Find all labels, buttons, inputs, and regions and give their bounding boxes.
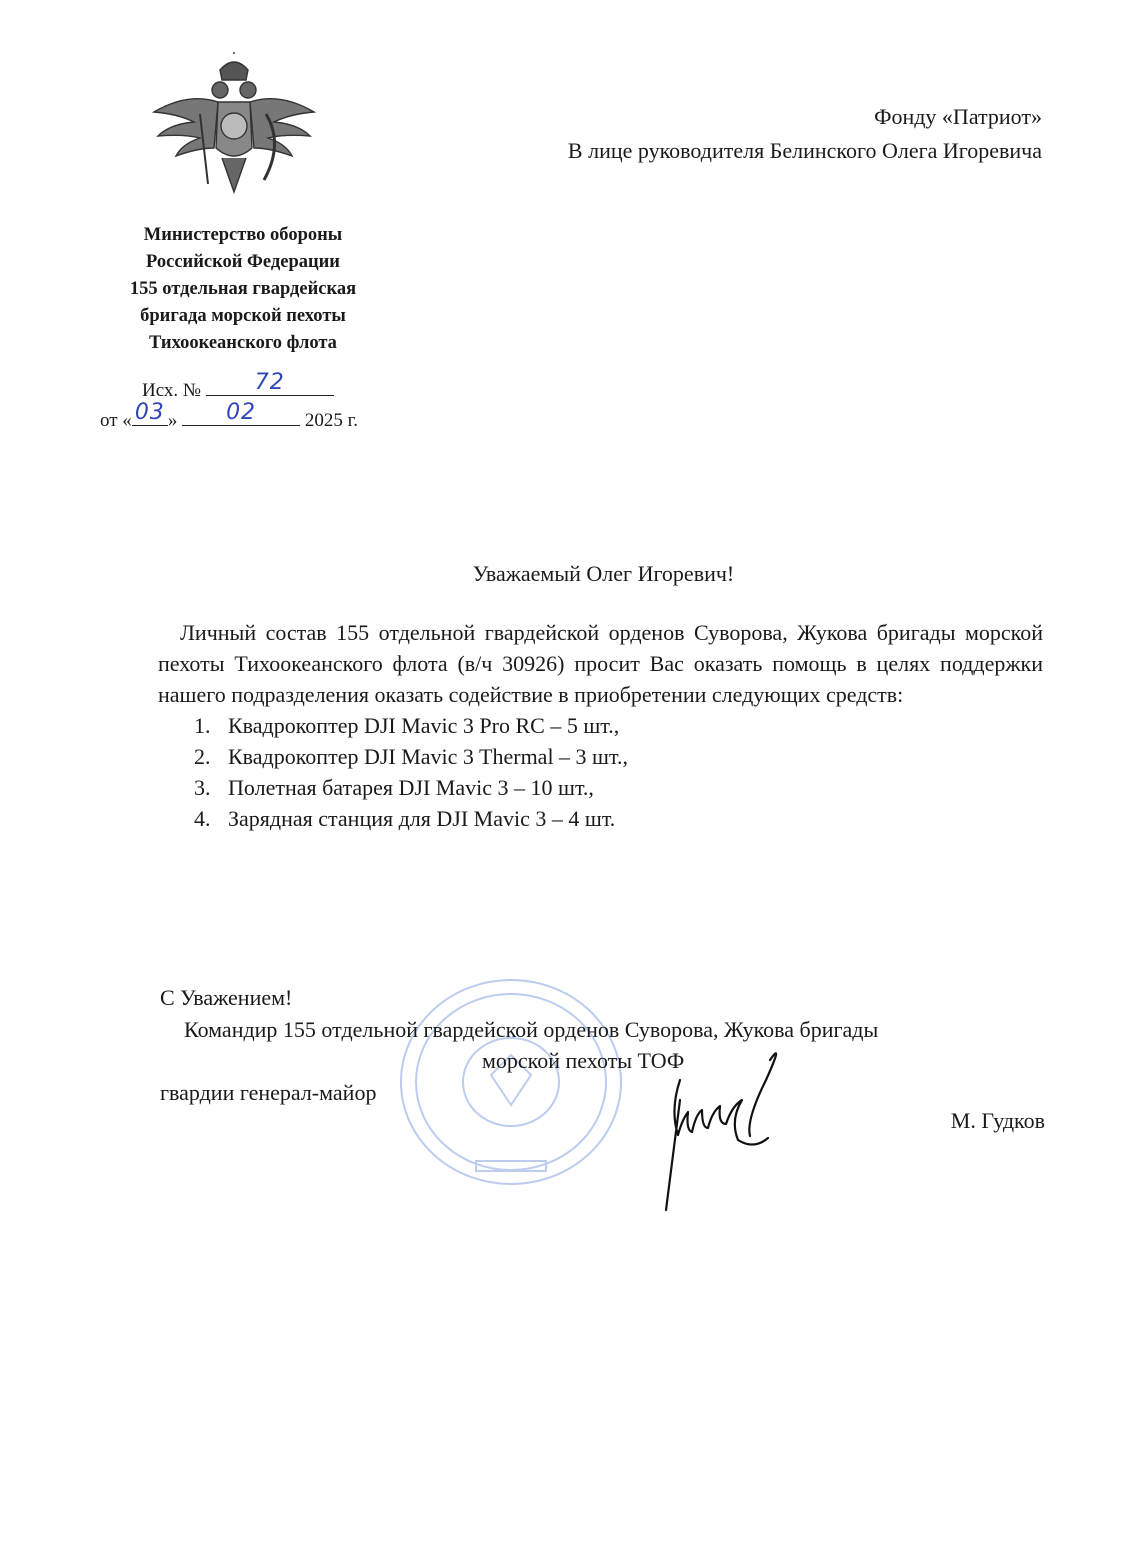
list-item-text: Квадрокоптер DJI Mavic 3 Thermal – 3 шт., xyxy=(228,744,628,769)
official-stamp-icon xyxy=(396,975,626,1190)
date-month-value: 02 xyxy=(226,400,257,425)
sender-line: Министерство обороны xyxy=(143,225,343,245)
sender-line: Тихоокеанского флота xyxy=(149,333,337,353)
commander-title xyxy=(160,1014,1045,1076)
list-item-text: Зарядная станция для DJI Mavic 3 – 4 шт. xyxy=(228,806,616,831)
sender-line: 155 отдельная гвардейская xyxy=(129,279,357,299)
closing-regards: С Уважением! xyxy=(160,985,293,1010)
sender-organization xyxy=(88,222,398,357)
commander-rank: гвардии генерал-майор xyxy=(160,1080,377,1105)
commander-title-line-2: морской пехоты ТОФ xyxy=(482,1048,685,1073)
request-paragraph: Личный состав 155 отдельной гвардейской орденов Суворова, Жукова бригады морской пехоты Тихоокеанского флота (в/ч 30926) просит Вас оказать помощь в целях поддержки нашего подразделения оказать содействие в приобретении следующих средств: xyxy=(158,620,1043,707)
list-item-number: 4. xyxy=(194,806,211,831)
date-prefix: от « xyxy=(100,410,132,431)
date-day-field xyxy=(132,400,168,426)
list-item-text: Полетная батарея DJI Mavic 3 – 10 шт., xyxy=(228,775,594,800)
letter-body xyxy=(158,617,1043,834)
date-year: 2025 г. xyxy=(304,410,358,431)
outgoing-number-label: Исх. № xyxy=(142,380,202,401)
list-item xyxy=(158,772,1043,803)
list-item xyxy=(158,710,1043,741)
date-day-value: 03 xyxy=(134,400,165,425)
outgoing-number-field xyxy=(206,370,334,396)
outgoing-number-value: 72 xyxy=(254,370,285,395)
list-item-number: 1. xyxy=(194,713,211,738)
signer-name: М. Гудков xyxy=(950,1108,1045,1133)
handwritten-signature-icon xyxy=(650,1040,790,1215)
outgoing-date-row xyxy=(100,400,358,433)
salutation: Уважаемый Олег Игоревич! xyxy=(472,561,735,586)
addressee-line-1: Фонду «Патриот» xyxy=(874,104,1042,129)
list-item xyxy=(158,741,1043,772)
commander-title-line-1: Командир 155 отдельной гвардейской орденов Суворова, Жукова бригады xyxy=(184,1017,879,1042)
date-mid: » xyxy=(167,410,178,431)
outgoing-number-row xyxy=(100,370,358,403)
items-list xyxy=(158,710,1043,834)
sender-line: бригада морской пехоты xyxy=(140,306,346,326)
addressee-block xyxy=(568,100,1042,168)
outgoing-reference xyxy=(100,370,358,433)
list-item xyxy=(158,803,1043,834)
sender-line: Российской Федерации xyxy=(146,252,340,272)
list-item-number: 2. xyxy=(194,744,211,769)
list-item-text: Квадрокоптер DJI Mavic 3 Pro RC – 5 шт., xyxy=(228,713,620,738)
addressee-line-2: В лице руководителя Белинского Олега Игоревича xyxy=(567,138,1042,163)
date-month-field xyxy=(182,400,300,426)
ministry-emblem-icon xyxy=(148,52,320,202)
list-item-number: 3. xyxy=(194,775,211,800)
